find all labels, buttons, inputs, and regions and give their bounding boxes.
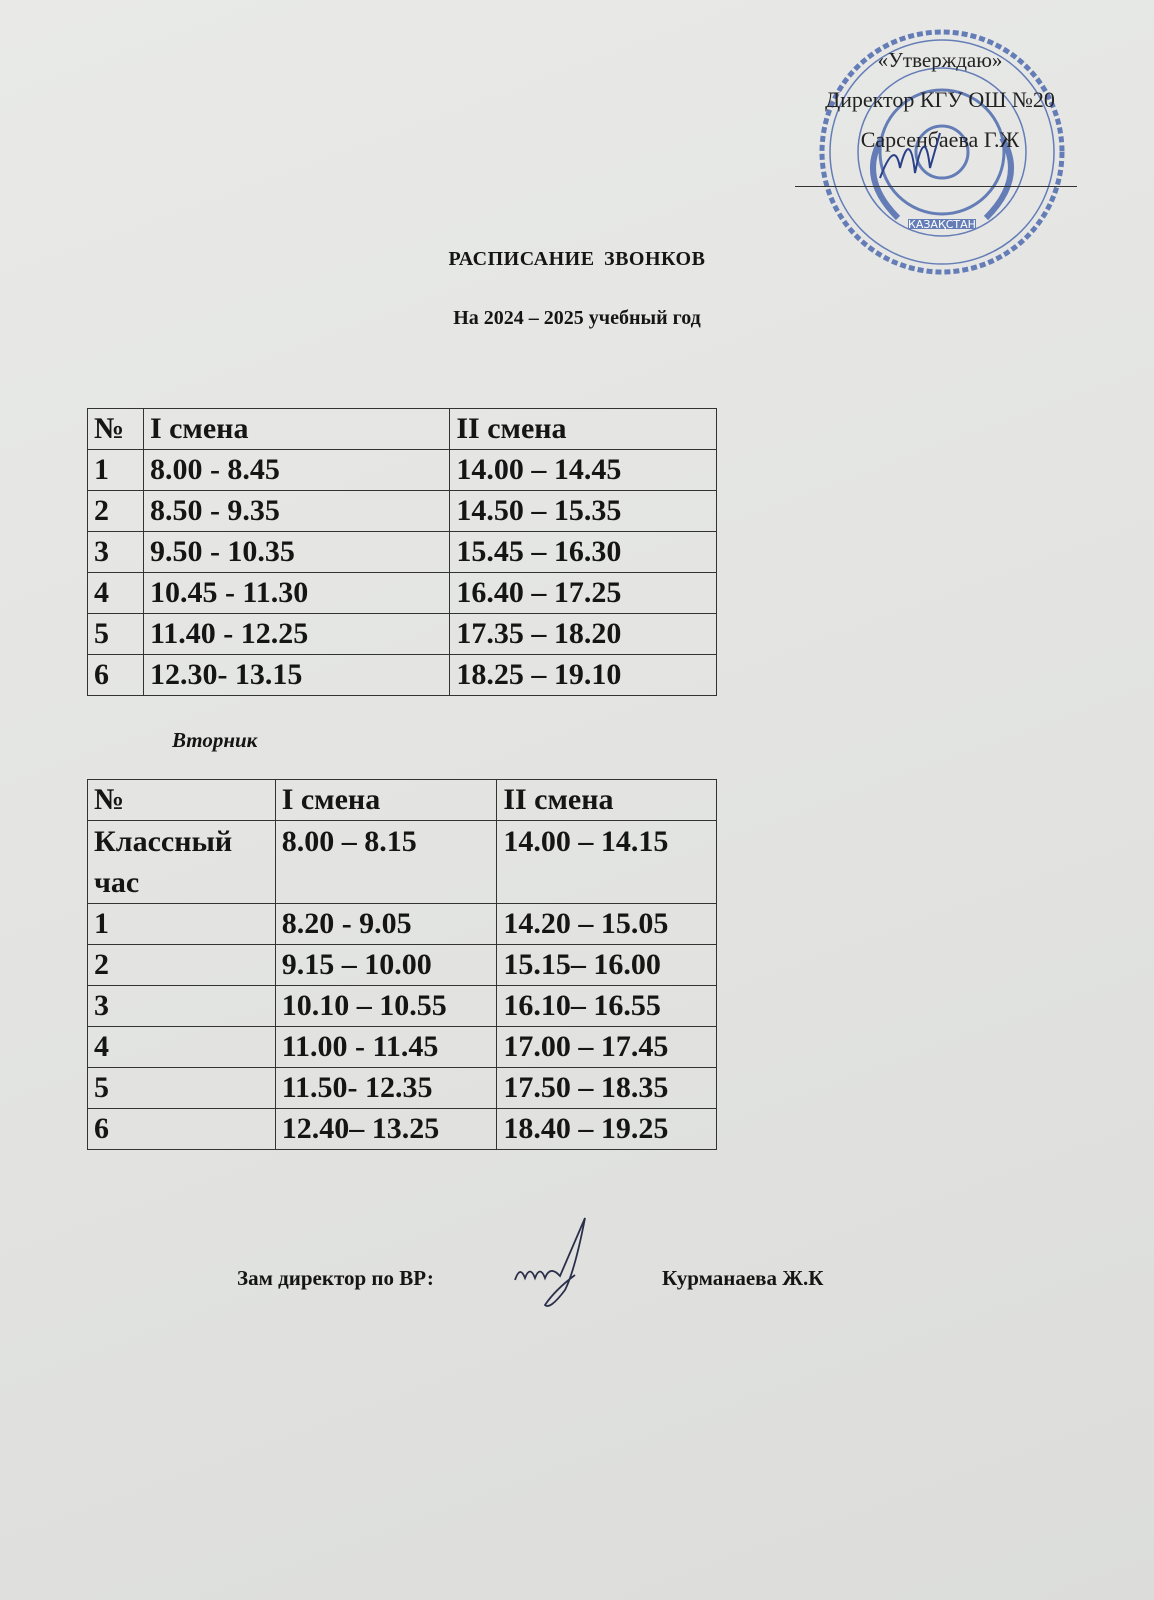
lesson-number-cell: 2 [88,945,276,986]
table-row [88,491,717,532]
lesson-number-cell: 3 [88,532,144,573]
table-row [88,1068,717,1109]
shift-1-time-cell: 11.40 - 12.25 [143,614,449,655]
shift-2-time-cell: 14.50 – 15.35 [450,491,717,532]
shift-2-time-cell: 17.50 – 18.35 [497,1068,717,1109]
approval-name: Сарсенбаева Г.Ж [860,127,1020,152]
shift-1-time-cell: 8.50 - 9.35 [143,491,449,532]
lesson-number-cell: 4 [88,573,144,614]
stamp-text: КАЗАҚСТАН [908,218,976,231]
shift-1-time-cell: 8.00 – 8.15 [275,821,497,904]
shift-2-time-cell: 18.40 – 19.25 [497,1109,717,1150]
table-row [88,1027,717,1068]
lesson-number-cell: 1 [88,904,276,945]
shift-2-time-cell: 18.25 – 19.10 [450,655,717,696]
page-subtitle: На 2024 – 2025 учебный год [453,307,701,329]
table-row [88,614,717,655]
signature-line [795,186,1077,187]
lesson-number-cell: 3 [88,986,276,1027]
shift-1-time-cell: 8.20 - 9.05 [275,904,497,945]
shift-2-time-cell: 14.00 – 14.45 [450,450,717,491]
lesson-number-cell: 6 [88,1109,276,1150]
deputy-signature [505,1210,605,1320]
lesson-number-cell: 5 [88,614,144,655]
shift-2-time-cell: 17.00 – 17.45 [497,1027,717,1068]
shift-1-time-cell: 9.15 – 10.00 [275,945,497,986]
table-row [88,904,717,945]
shift-2-time-cell: 15.45 – 16.30 [450,532,717,573]
lesson-number-cell: Классный час [88,821,276,904]
column-header: № [88,780,276,821]
shift-2-time-cell: 16.40 – 17.25 [450,573,717,614]
schedule-table-main [87,408,717,696]
shift-2-time-cell: 16.10– 16.55 [497,986,717,1027]
schedule-table-tuesday [87,779,717,1150]
page-title: РАСПИСАНИЕ ЗВОНКОВ [448,248,706,270]
table-row [88,986,717,1027]
column-header: II смена [450,409,717,450]
table-row [88,450,717,491]
shift-1-time-cell: 10.10 – 10.55 [275,986,497,1027]
shift-1-time-cell: 12.40– 13.25 [275,1109,497,1150]
tuesday-label: Вторник [172,728,258,752]
lesson-number-cell: 5 [88,1068,276,1109]
shift-1-time-cell: 11.50- 12.35 [275,1068,497,1109]
deputy-name: Курманаева Ж.К [662,1266,824,1290]
deputy-role: Зам директор по ВР: [237,1266,434,1290]
lesson-number-cell: 1 [88,450,144,491]
approval-position: Директор КГУ ОШ №20 [825,87,1055,112]
shift-1-time-cell: 8.00 - 8.45 [143,450,449,491]
table-row [88,532,717,573]
shift-1-time-cell: 12.30- 13.15 [143,655,449,696]
table-row [88,573,717,614]
shift-1-time-cell: 10.45 - 11.30 [143,573,449,614]
table-row [88,655,717,696]
table-header-row [88,409,717,450]
column-header: I смена [143,409,449,450]
column-header: № [88,409,144,450]
shift-2-time-cell: 14.20 – 15.05 [497,904,717,945]
shift-2-time-cell: 17.35 – 18.20 [450,614,717,655]
table-row [88,1109,717,1150]
lesson-number-cell: 6 [88,655,144,696]
table-header-row [88,780,717,821]
approval-title: «Утверждаю» [877,48,1003,72]
lesson-number-cell: 4 [88,1027,276,1068]
column-header: I смена [275,780,497,821]
lesson-number-cell: 2 [88,491,144,532]
shift-2-time-cell: 15.15– 16.00 [497,945,717,986]
shift-2-time-cell: 14.00 – 14.15 [497,821,717,904]
table-row [88,945,717,986]
table-row [88,821,717,904]
shift-1-time-cell: 11.00 - 11.45 [275,1027,497,1068]
column-header: II смена [497,780,717,821]
shift-1-time-cell: 9.50 - 10.35 [143,532,449,573]
